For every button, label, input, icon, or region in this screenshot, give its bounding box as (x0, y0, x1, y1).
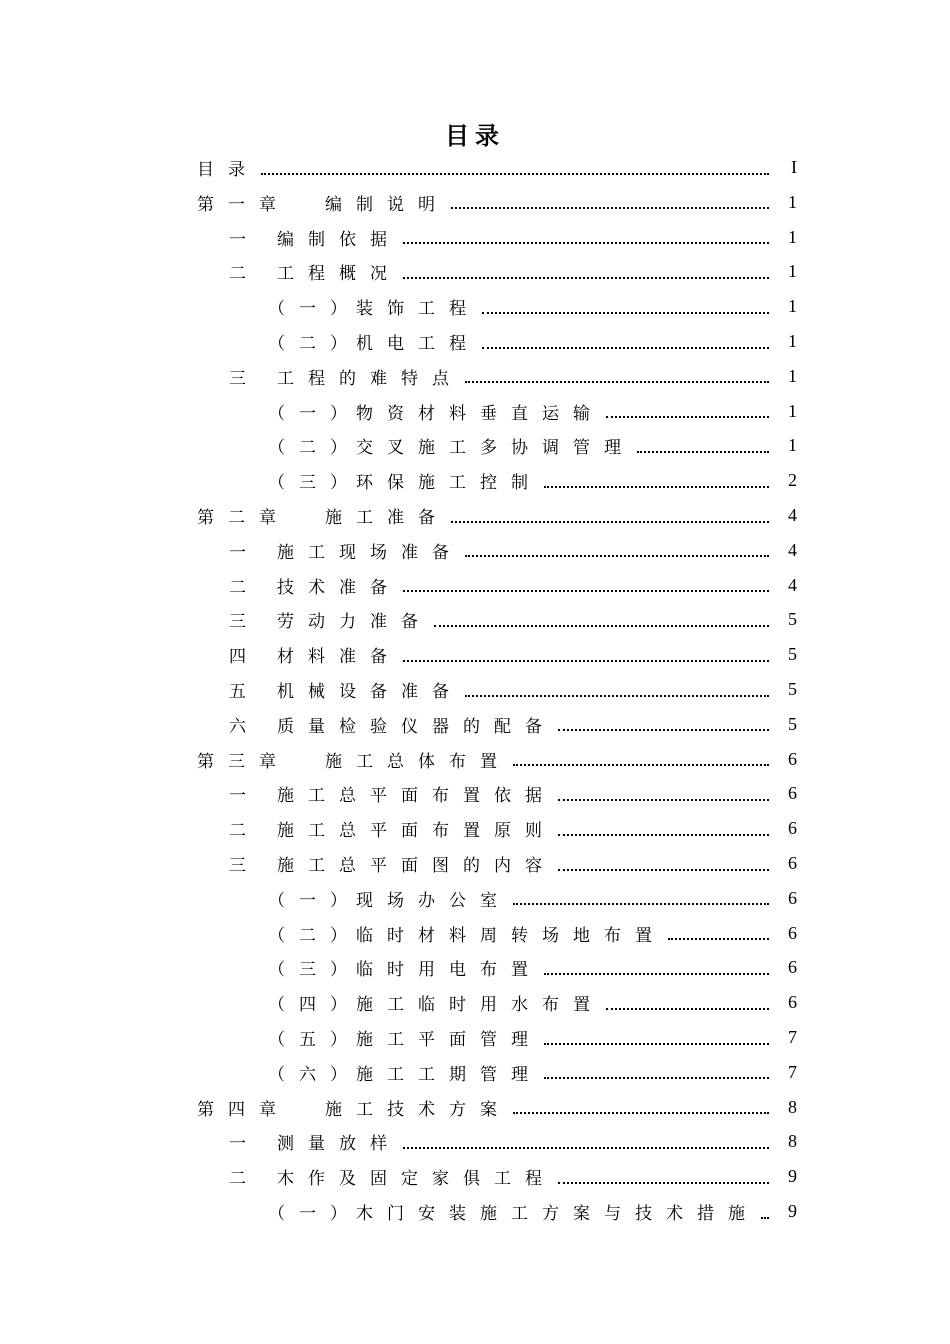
toc-entry-title: 质量检验仪器的配备 (277, 716, 556, 737)
toc-entry[interactable] (229, 637, 797, 672)
dot-leader (544, 1077, 769, 1079)
toc-entry-number: 三 (229, 368, 260, 389)
toc-entry-number: 一 (229, 1134, 260, 1155)
toc-entry-title: 施工工期管理 (356, 1064, 542, 1085)
dot-leader (558, 1182, 769, 1184)
toc-entry-number: （一） (268, 403, 361, 424)
toc-entry-title: 物资材料垂直运输 (356, 403, 604, 424)
toc-page-number: 6 (788, 992, 797, 1013)
toc-entry-title: 交叉施工多协调管理 (356, 438, 635, 459)
toc-entry[interactable] (197, 150, 797, 185)
toc-page-number: 6 (788, 783, 797, 804)
toc-page-number: 7 (788, 1061, 797, 1082)
toc-entry-number: （三） (268, 960, 361, 981)
toc-page-number: 6 (788, 957, 797, 978)
toc-entry-title: 临时材料周转场地布置 (356, 925, 666, 946)
toc-entry[interactable] (229, 533, 797, 568)
toc-entry-title: 施工总平面图的内容 (277, 856, 556, 876)
toc-entry-number: （二） (268, 334, 361, 354)
dot-leader (403, 242, 769, 244)
dot-leader (482, 347, 769, 349)
dot-leader (668, 938, 769, 940)
toc-entry-title: 施工准备 (325, 508, 449, 528)
toc-entry-title: 编制说明 (325, 194, 449, 215)
toc-entry-title: 施工总体布置 (325, 751, 511, 772)
toc-page-number: 5 (788, 679, 797, 699)
toc-entry-number: （二） (268, 438, 361, 459)
toc-entry[interactable] (268, 289, 797, 324)
dot-leader (606, 416, 769, 418)
toc-page-number: 6 (788, 818, 797, 839)
toc-entry[interactable] (229, 707, 797, 742)
dot-leader (451, 521, 769, 523)
toc-entry-title: 环保施工控制 (356, 473, 542, 494)
toc-entry[interactable] (268, 463, 797, 498)
toc-entry-number: 二 (229, 1169, 260, 1190)
toc-entry-number: 第一章 (197, 194, 290, 215)
toc-entry[interactable] (268, 324, 797, 359)
toc-page-number: 1 (788, 261, 797, 282)
toc-entry[interactable] (268, 394, 797, 429)
dot-leader (558, 729, 769, 731)
toc-entry-number: 三 (229, 856, 260, 876)
toc-page-number: 6 (788, 853, 797, 873)
toc-entry[interactable] (197, 742, 797, 777)
toc-entry-title: 机电工程 (356, 334, 480, 354)
toc-entry[interactable] (229, 220, 797, 255)
toc-entry-number: 第三章 (197, 751, 290, 772)
toc-entry-title: 材料准备 (277, 647, 401, 668)
toc-entry-title: 施工总平面布置依据 (277, 786, 556, 807)
toc-entry-title: 施工总平面布置原则 (277, 821, 556, 842)
toc-page-number: 1 (788, 435, 797, 456)
toc-entry-number: 第二章 (197, 508, 290, 528)
toc-entry-number: （四） (268, 995, 361, 1016)
dot-leader (513, 1112, 769, 1114)
dot-leader (403, 660, 769, 662)
toc-entry-number: 三 (229, 612, 260, 633)
toc-entry-number: 第四章 (197, 1099, 290, 1120)
toc-page-number: 9 (788, 1201, 797, 1221)
toc-entry-number: （一） (268, 1204, 361, 1224)
toc-entry-title: 工程概况 (277, 264, 401, 285)
dot-leader (544, 1043, 769, 1045)
toc-entry-number: 目录 (197, 160, 259, 180)
toc-entry[interactable] (268, 1194, 797, 1229)
toc-entry-number: 一 (229, 229, 260, 250)
toc-entry-number: （五） (268, 1030, 361, 1050)
toc-page-number: 1 (788, 191, 797, 212)
toc-entry-title: 劳动力准备 (277, 612, 432, 633)
dot-leader (434, 625, 769, 627)
toc-entry-number: 一 (229, 786, 260, 807)
dot-leader (465, 695, 769, 697)
toc-entry[interactable] (268, 916, 797, 951)
dot-leader (261, 173, 769, 175)
toc-entry-title: 测量放样 (277, 1134, 401, 1155)
dot-leader (544, 973, 769, 975)
dot-leader (513, 903, 769, 905)
toc-entry[interactable] (268, 1055, 797, 1090)
dot-leader (606, 1008, 769, 1010)
dot-leader (513, 764, 769, 766)
toc-page-number: 4 (788, 505, 797, 525)
toc-entry[interactable] (268, 428, 797, 463)
toc-entry-number: 二 (229, 264, 260, 285)
toc-entry[interactable] (268, 881, 797, 916)
toc-page-number: 1 (788, 400, 797, 421)
toc-entry-title: 工程的难特点 (277, 368, 463, 389)
toc-entry-title: 施工现场准备 (277, 542, 463, 563)
toc-page-number: 1 (788, 296, 797, 317)
toc-entry-number: （一） (268, 299, 361, 320)
toc-page-number: 6 (788, 887, 797, 908)
dot-leader (558, 869, 769, 871)
toc-entry-title: 施工临时用水布置 (356, 995, 604, 1016)
dot-leader (761, 1217, 769, 1219)
page-title: 目录 (445, 122, 505, 150)
dot-leader (403, 590, 769, 592)
toc-entry[interactable] (229, 1159, 797, 1194)
dot-leader (482, 312, 769, 314)
dot-leader (544, 486, 769, 488)
toc-page-number: 8 (788, 1131, 797, 1152)
toc-page-number: 5 (788, 609, 797, 630)
toc-entry-title: 施工技术方案 (325, 1099, 511, 1120)
toc-page-number: 8 (788, 1096, 797, 1117)
toc-page-number: 6 (788, 922, 797, 943)
toc-page-number: I (791, 157, 797, 177)
dot-leader (465, 555, 769, 557)
dot-leader (465, 381, 769, 383)
toc-entry[interactable] (268, 1020, 797, 1055)
toc-entry-title: 编制依据 (277, 229, 401, 250)
toc-entry[interactable] (197, 498, 797, 533)
toc-entry-number: （二） (268, 925, 361, 946)
toc-entry[interactable] (229, 602, 797, 637)
toc-entry[interactable] (197, 185, 797, 220)
toc-entry[interactable] (268, 985, 797, 1020)
toc-entry-title: 临时用电布置 (356, 960, 542, 981)
toc-entry-title: 机械设备准备 (277, 682, 463, 702)
toc-entry[interactable] (229, 359, 797, 394)
toc-page-number: 2 (788, 470, 797, 491)
toc-entry[interactable] (229, 1124, 797, 1159)
toc-entry-number: 五 (229, 682, 260, 702)
toc-page-number: 1 (788, 365, 797, 386)
dot-leader (558, 799, 769, 801)
toc-entry-number: 二 (229, 821, 260, 842)
toc-page-number: 6 (788, 748, 797, 769)
dot-leader (637, 451, 769, 453)
toc-entry-number: 二 (229, 577, 260, 598)
dot-leader (403, 277, 769, 279)
toc-entry-number: （一） (268, 890, 361, 911)
toc-page-number: 9 (788, 1166, 797, 1187)
toc-entry[interactable] (229, 254, 797, 289)
toc-page-number: 4 (788, 539, 797, 560)
toc-page-number: 1 (788, 226, 797, 247)
toc-entry-number: （三） (268, 473, 361, 494)
toc-entry-number: 四 (229, 647, 260, 668)
toc-entry-title: 装饰工程 (356, 299, 480, 320)
toc-entry-number: 六 (229, 716, 260, 737)
toc-page-number: 7 (788, 1027, 797, 1047)
toc-entry-title: 木作及固定家俱工程 (277, 1169, 556, 1190)
toc-entry[interactable] (229, 568, 797, 603)
toc-entry[interactable] (197, 1090, 797, 1125)
toc-entry[interactable] (229, 776, 797, 811)
toc-page-number: 4 (788, 574, 797, 595)
toc-entry-title: 施工平面管理 (356, 1030, 542, 1050)
toc-page-number: 5 (788, 713, 797, 734)
toc-entry-number: 一 (229, 542, 260, 563)
toc-entry[interactable] (268, 950, 797, 985)
toc-entry[interactable] (229, 811, 797, 846)
dot-leader (558, 834, 769, 836)
toc-entry-number: （六） (268, 1064, 361, 1085)
toc-entry[interactable] (229, 846, 797, 881)
toc-entry-title: 木门安装施工方案与技术措施 (356, 1204, 759, 1224)
toc-entry-title: 现场办公室 (356, 890, 511, 911)
toc-entry[interactable] (229, 672, 797, 707)
toc-page-number: 1 (788, 331, 797, 351)
toc-entry-title: 技术准备 (277, 577, 401, 598)
dot-leader (451, 207, 769, 209)
toc-page-number: 5 (788, 644, 797, 665)
dot-leader (403, 1147, 769, 1149)
